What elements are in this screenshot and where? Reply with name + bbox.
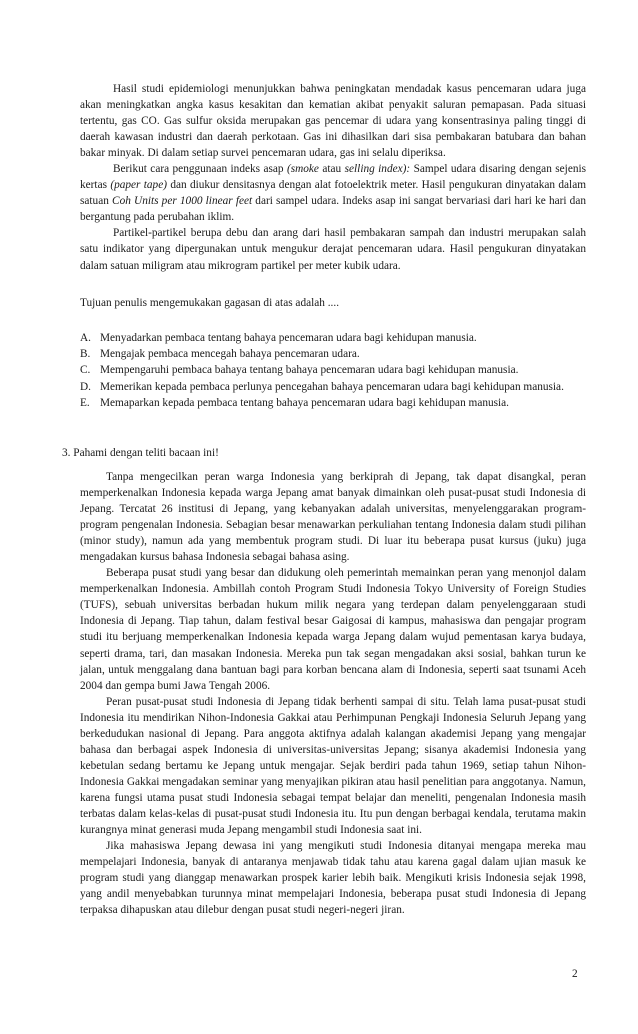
question-stem: Tujuan penulis mengemukakan gagasan di atas adalah .... [80, 297, 340, 309]
text-span: Berikut cara penggunaan indeks asap [113, 163, 287, 176]
option-text: Mengajak pembaca mencegah bahaya pencemaran udara. [100, 348, 360, 361]
option-d[interactable] [80, 379, 586, 395]
option-text: Mempengaruhi pembaca bahaya tentang bahaya pencemaran udara bagi kehidupan manusia. [100, 364, 519, 377]
italic-term: selling index): [344, 163, 411, 176]
option-a[interactable] [80, 330, 586, 346]
passage-paragraph-3: Partikel-partikel berupa debu dan arang dari hasil pembakaran sampah dan industri merupakan salah satu indikator yang dipergunakan untuk mengukur derajat pencemaran udara. Hasil pengukuran dinyatakan dalam satuan miligram atau mikrogram partikel per meter kubik udara. [80, 227, 586, 272]
option-text: Memaparkan kepada pembaca tentang bahaya pencemaran udara bagi kehidupan manusia. [100, 396, 510, 409]
option-e[interactable] [80, 395, 586, 411]
option-letter: C. [80, 364, 91, 377]
question-3-heading: 3. Pahami dengan teliti bacaan ini! [62, 447, 219, 459]
passage-indonesian-studies-japan [80, 469, 586, 918]
option-text: Memerikan kepada pembaca perlunya pencegahan bahaya pencemaran udara bagi kehidupan manusia. [100, 380, 564, 393]
option-letter: D. [80, 380, 91, 393]
text-span: atau [318, 163, 345, 176]
text-span: Sampel udara disaring dengan sejenis kertas [80, 163, 587, 192]
option-letter: A. [80, 332, 91, 344]
passage-paragraph-2: Beberapa pusat studi yang besar dan didukung oleh pemerintah memainkan peran yang menonjol dalam memperkenalkan Indonesia. Ambillah contoh Program Studi Indonesia Tokyo University of Foreign Studies (TUFS), sebuah universitas berbadan hukum milik negara yang terdepan dalam penyelenggaraan studi Indonesia di Jepang. Tiap tahun, dalam festival besar Gaigosai di kampus, mahasiswa dan pengajar program studi itu berjuang memperkenalkan Indonesia kepada warga Jepang dalam wujud pementasan karya budaya, seperti drama, tari, dan masakan Indonesia. Mereka pun tak segan mengadakan aksi sosial, bahkan turun ke jalan, untuk menggalang dana bantuan bagi para korban bencana alam di Indonesia, seperti saat tsunami Aceh 2004 dan gempa bumi Jawa Tengah 2006. [80, 567, 586, 692]
option-letter: B. [80, 348, 91, 361]
passage-paragraph-1: Tanpa mengecilkan peran warga Indonesia yang berkiprah di Jepang, tak dapat disangkal, peran memperkenalkan Indonesia kepada warga Jepang amat banyak dimainkan oleh pusat-pusat studi Indonesia di Jepang. Tercatat 26 institusi di Jepang, yang kebanyakan adalah universitas, menyelenggarakan program-program pengenalan Indonesia. Sebagian besar menawarkan perkuliahan tentang Indonesia dalam studi pilihan (minor study), namun ada yang membentuk program studi. Di luar itu beberapa pusat kursus (juku) juga mengadakan kursus bahasa Indonesia sebagai bahasa asing. [80, 471, 586, 564]
option-letter: E. [80, 396, 90, 409]
passage-paragraph-3: Peran pusat-pusat studi Indonesia di Jepang tidak berhenti sampai di situ. Telah lama pusat-pusat studi Indonesia itu mendirikan Nihon-Indonesia Gakkai atau Perhimpunan Pengkaji Indonesia Seluruh Jepang yang berkedudukan nasional di Jepang. Para anggota aktifnya adalah kalangan akademisi Jepang yang mengajar bahasa dan berbagai aspek Indonesia di universitas-universitas Jepang; sisanya akademisi Indonesia yang kebetulan sedang bertamu ke Jepang untuk mengajar. Sejak berdiri pada tahun 1969, setiap tahun Nihon-Indonesia Gakkai mengadakan seminar yang menyajikan pikiran atau hasil penelitian para anggotanya. Namun, karena fungsi utama pusat studi Indonesia sebagai tempat belajar dan meneliti, pengenalan Indonesia masih terbatas dalam kelas-kelas di pusat-pusat studi Indonesia itu. Itu pun dengan berbagai kendala, terutama makin kurangnya minat generasi muda Jepang mengambil studi Indonesia saat ini. [80, 695, 586, 837]
passage-paragraph-4: Jika mahasiswa Jepang dewasa ini yang mengikuti studi Indonesia ditanyai mengapa mereka mau mempelajari Indonesia, banyak di antaranya menjawab tidak tahu atau karena gagal dalam ujian masuk ke program studi yang dianggap menawarkan prospek karier lebih baik. Mengikuti krisis Indonesia sejak 1998, yang andil menyebabkan turunnya minat mempelajari Indonesia, beberapa pusat studi Indonesia di Jepang terpaksa dihapuskan atau dilebur dengan pusat studi negeri-negeri jiran. [80, 840, 586, 917]
italic-term: Coh Units per 1000 linear feet [112, 195, 253, 208]
italic-term: (smoke [286, 163, 319, 176]
option-b[interactable] [80, 346, 586, 362]
text-span: dan diukur densitasnya dengan alat fotoelektrik meter. Hasil pengukuran dinyatakan dalam satuan [80, 179, 586, 208]
italic-term: (paper tape) [110, 179, 167, 192]
option-text: Menyadarkan pembaca tentang bahaya pencemaran udara bagi kehidupan manusia. [100, 332, 477, 344]
passage-air-pollution [80, 81, 586, 274]
passage-paragraph-1: Hasil studi epidemiologi menunjukkan bahwa peningkatan mendadak kasus pencemaran udara juga akan meningkatkan angka kasus kesakitan dan kematian akibat penyakit saluran pemapasan. Pada situasi tertentu, gas CO. Gas sulfur oksida merupakan gas pencemar di udara yang konsentrasinya paling tinggi di daerah kawasan industri dan daerah perkotaan. Gas ini dihasilkan dari sisa pembakaran batubara dan bahan bakar minyak. Di dalam setiap survei pencemaran udara, gas ini selalu diperiksa. [80, 83, 586, 160]
text-span: dari sampel udara. Indeks asap ini sangat bervariasi dari hari ke hari dan bergantung pada perubahan iklim. [80, 195, 586, 224]
option-c[interactable] [80, 362, 586, 378]
page-number: 2 [572, 968, 578, 980]
answer-options [80, 330, 586, 411]
passage-paragraph-2 [80, 161, 586, 225]
